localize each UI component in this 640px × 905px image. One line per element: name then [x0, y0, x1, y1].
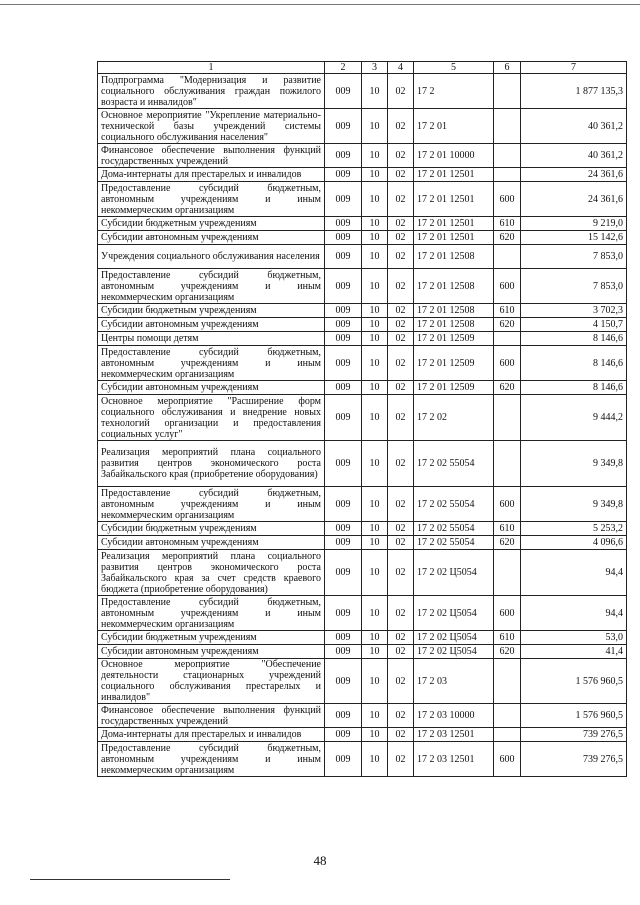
row-csr: 17 2 02 Ц5054: [414, 596, 494, 631]
row-csr: 17 2 02 55054: [414, 441, 494, 487]
bottom-rule: [30, 879, 230, 880]
table-row: [98, 631, 627, 645]
row-pr: 02: [388, 550, 414, 596]
row-csr: 17 2 02 55054: [414, 536, 494, 550]
row-vr: [494, 168, 521, 182]
row-vr: [494, 395, 521, 441]
row-grbs: 009: [325, 381, 362, 395]
col-header-rz: 3: [362, 62, 388, 74]
table-row: [98, 182, 627, 217]
row-csr: 17 2 02 55054: [414, 522, 494, 536]
table-row: [98, 742, 627, 777]
header-row: [98, 62, 627, 74]
row-rz: 10: [362, 441, 388, 487]
table-row: [98, 318, 627, 332]
row-csr: 17 2 02 Ц5054: [414, 550, 494, 596]
row-csr: 17 2 01 12508: [414, 269, 494, 304]
row-name: Субсидии автономным учреждениям: [98, 318, 325, 332]
row-csr: 17 2 01 12508: [414, 304, 494, 318]
row-grbs: 009: [325, 645, 362, 659]
row-name: Реализация мероприятий плана социального развития центров экономического роста Забайкальского края за счет средств краевого бюджета (приобретение оборудования): [98, 550, 325, 596]
row-vr: [494, 704, 521, 728]
row-pr: 02: [388, 645, 414, 659]
row-rz: 10: [362, 245, 388, 269]
row-vr: 600: [494, 742, 521, 777]
table-row: [98, 109, 627, 144]
row-vr: 610: [494, 217, 521, 231]
budget-table: [97, 61, 627, 777]
row-grbs: 009: [325, 318, 362, 332]
row-csr: 17 2: [414, 74, 494, 109]
row-name: Субсидии автономным учреждениям: [98, 536, 325, 550]
row-csr: 17 2 01 10000: [414, 144, 494, 168]
row-pr: 02: [388, 245, 414, 269]
row-sum: 24 361,6: [521, 168, 627, 182]
row-pr: 02: [388, 596, 414, 631]
row-name: Дома-интернаты для престарелых и инвалидов: [98, 728, 325, 742]
row-name: Субсидии автономным учреждениям: [98, 381, 325, 395]
row-csr: 17 2 02: [414, 395, 494, 441]
row-sum: 41,4: [521, 645, 627, 659]
row-pr: 02: [388, 182, 414, 217]
row-vr: 620: [494, 645, 521, 659]
table-row: [98, 144, 627, 168]
row-sum: 7 853,0: [521, 269, 627, 304]
table-row: [98, 304, 627, 318]
row-vr: 620: [494, 381, 521, 395]
row-vr: 610: [494, 631, 521, 645]
row-csr: 17 2 02 Ц5054: [414, 645, 494, 659]
row-pr: 02: [388, 381, 414, 395]
row-grbs: 009: [325, 304, 362, 318]
row-rz: 10: [362, 596, 388, 631]
row-vr: 610: [494, 522, 521, 536]
row-sum: 7 853,0: [521, 245, 627, 269]
table-row: [98, 74, 627, 109]
row-rz: 10: [362, 742, 388, 777]
row-sum: 24 361,6: [521, 182, 627, 217]
row-sum: 1 576 960,5: [521, 704, 627, 728]
row-vr: 600: [494, 487, 521, 522]
row-sum: 739 276,5: [521, 728, 627, 742]
row-csr: 17 2 01: [414, 109, 494, 144]
row-csr: 17 2 01 12509: [414, 332, 494, 346]
row-name: Реализация мероприятий плана социального развития центров экономического роста Забайкальского края (приобретение оборудования): [98, 441, 325, 487]
row-pr: 02: [388, 346, 414, 381]
row-rz: 10: [362, 631, 388, 645]
row-grbs: 009: [325, 659, 362, 704]
row-sum: 5 253,2: [521, 522, 627, 536]
row-pr: 02: [388, 231, 414, 245]
row-grbs: 009: [325, 550, 362, 596]
table-row: [98, 217, 627, 231]
row-vr: [494, 550, 521, 596]
row-rz: 10: [362, 704, 388, 728]
table-row: [98, 346, 627, 381]
row-pr: 02: [388, 217, 414, 231]
row-grbs: 009: [325, 704, 362, 728]
row-sum: 8 146,6: [521, 346, 627, 381]
row-grbs: 009: [325, 168, 362, 182]
row-vr: 600: [494, 596, 521, 631]
row-csr: 17 2 01 12508: [414, 318, 494, 332]
col-header-pr: 4: [388, 62, 414, 74]
top-rule: [0, 4, 640, 5]
row-vr: [494, 245, 521, 269]
row-sum: 53,0: [521, 631, 627, 645]
row-grbs: 009: [325, 217, 362, 231]
row-sum: 8 146,6: [521, 332, 627, 346]
table-row: [98, 332, 627, 346]
col-header-vr: 6: [494, 62, 521, 74]
row-rz: 10: [362, 332, 388, 346]
row-sum: 8 146,6: [521, 381, 627, 395]
row-csr: 17 2 01 12509: [414, 381, 494, 395]
row-vr: 620: [494, 318, 521, 332]
col-header-sum: 7: [521, 62, 627, 74]
col-header-name: 1: [98, 62, 325, 74]
row-grbs: 009: [325, 441, 362, 487]
row-csr: 17 2 03 10000: [414, 704, 494, 728]
row-pr: 02: [388, 269, 414, 304]
row-name: Предоставление субсидий бюджетным, автономным учреждениям и иным некоммерческим организациям: [98, 596, 325, 631]
row-vr: 600: [494, 269, 521, 304]
row-name: Основное мероприятие "Обеспечение деятельности стационарных учреждений социального обслуживания престарелых и инвалидов": [98, 659, 325, 704]
row-grbs: 009: [325, 728, 362, 742]
row-rz: 10: [362, 346, 388, 381]
row-sum: 9 349,8: [521, 441, 627, 487]
row-name: Финансовое обеспечение выполнения функций государственных учреждений: [98, 144, 325, 168]
row-name: Центры помощи детям: [98, 332, 325, 346]
row-rz: 10: [362, 318, 388, 332]
row-sum: 15 142,6: [521, 231, 627, 245]
table-row: [98, 659, 627, 704]
row-name: Подпрограмма "Модернизация и развитие социального обслуживания граждан пожилого возраста и инвалидов": [98, 74, 325, 109]
row-grbs: 009: [325, 596, 362, 631]
row-csr: 17 2 02 55054: [414, 487, 494, 522]
row-name: Предоставление субсидий бюджетным, автономным учреждениям и иным некоммерческим организациям: [98, 182, 325, 217]
row-sum: 4 096,6: [521, 536, 627, 550]
row-vr: 600: [494, 182, 521, 217]
row-vr: 610: [494, 304, 521, 318]
table-row: [98, 395, 627, 441]
row-csr: 17 2 03 12501: [414, 742, 494, 777]
row-pr: 02: [388, 395, 414, 441]
table-row: [98, 550, 627, 596]
row-sum: 1 877 135,3: [521, 74, 627, 109]
row-pr: 02: [388, 742, 414, 777]
table-row: [98, 522, 627, 536]
row-rz: 10: [362, 269, 388, 304]
row-pr: 02: [388, 109, 414, 144]
row-sum: 9 219,0: [521, 217, 627, 231]
table-row: [98, 536, 627, 550]
row-grbs: 009: [325, 269, 362, 304]
row-sum: 739 276,5: [521, 742, 627, 777]
page-number: 48: [313, 853, 327, 868]
row-pr: 02: [388, 536, 414, 550]
row-csr: 17 2 02 Ц5054: [414, 631, 494, 645]
row-csr: 17 2 03 12501: [414, 728, 494, 742]
row-rz: 10: [362, 381, 388, 395]
row-vr: [494, 144, 521, 168]
row-sum: 4 150,7: [521, 318, 627, 332]
row-rz: 10: [362, 144, 388, 168]
row-name: Субсидии бюджетным учреждениям: [98, 217, 325, 231]
row-rz: 10: [362, 109, 388, 144]
row-rz: 10: [362, 395, 388, 441]
table-row: [98, 487, 627, 522]
row-sum: 3 702,3: [521, 304, 627, 318]
table-row: [98, 381, 627, 395]
row-csr: 17 2 01 12501: [414, 217, 494, 231]
row-pr: 02: [388, 728, 414, 742]
row-name: Субсидии автономным учреждениям: [98, 645, 325, 659]
row-sum: 9 349,8: [521, 487, 627, 522]
row-name: Финансовое обеспечение выполнения функций государственных учреждений: [98, 704, 325, 728]
table-row: [98, 231, 627, 245]
row-sum: 1 576 960,5: [521, 659, 627, 704]
table-row: [98, 441, 627, 487]
row-vr: 620: [494, 231, 521, 245]
row-name: Предоставление субсидий бюджетным, автономным учреждениям и иным некоммерческим организациям: [98, 487, 325, 522]
row-vr: [494, 332, 521, 346]
row-name: Субсидии бюджетным учреждениям: [98, 631, 325, 645]
row-name: Предоставление субсидий бюджетным, автономным учреждениям и иным некоммерческим организациям: [98, 742, 325, 777]
row-pr: 02: [388, 659, 414, 704]
row-sum: 94,4: [521, 550, 627, 596]
row-name: Субсидии автономным учреждениям: [98, 231, 325, 245]
row-pr: 02: [388, 441, 414, 487]
row-rz: 10: [362, 231, 388, 245]
row-rz: 10: [362, 217, 388, 231]
row-rz: 10: [362, 645, 388, 659]
row-pr: 02: [388, 522, 414, 536]
row-pr: 02: [388, 704, 414, 728]
row-sum: 9 444,2: [521, 395, 627, 441]
row-pr: 02: [388, 144, 414, 168]
row-csr: 17 2 01 12508: [414, 245, 494, 269]
row-rz: 10: [362, 522, 388, 536]
row-name: Предоставление субсидий бюджетным, автономным учреждениям и иным некоммерческим организациям: [98, 269, 325, 304]
row-sum: 40 361,2: [521, 109, 627, 144]
row-grbs: 009: [325, 74, 362, 109]
row-name: Основное мероприятие "Расширение форм социального обслуживания и внедрение новых технологий организации и предоставления социальных услуг": [98, 395, 325, 441]
table-row: [98, 168, 627, 182]
row-grbs: 009: [325, 332, 362, 346]
row-pr: 02: [388, 304, 414, 318]
row-grbs: 009: [325, 536, 362, 550]
row-grbs: 009: [325, 144, 362, 168]
row-name: Основное мероприятие "Укрепление материально-технической базы учреждений системы социального обслуживания населения": [98, 109, 325, 144]
row-csr: 17 2 01 12509: [414, 346, 494, 381]
row-rz: 10: [362, 168, 388, 182]
row-rz: 10: [362, 550, 388, 596]
row-name: Субсидии бюджетным учреждениям: [98, 304, 325, 318]
col-header-grbs: 2: [325, 62, 362, 74]
row-grbs: 009: [325, 522, 362, 536]
row-pr: 02: [388, 631, 414, 645]
row-rz: 10: [362, 182, 388, 217]
row-vr: [494, 109, 521, 144]
row-csr: 17 2 01 12501: [414, 231, 494, 245]
row-rz: 10: [362, 659, 388, 704]
table-row: [98, 596, 627, 631]
row-grbs: 009: [325, 631, 362, 645]
row-rz: 10: [362, 74, 388, 109]
row-rz: 10: [362, 536, 388, 550]
row-grbs: 009: [325, 245, 362, 269]
row-grbs: 009: [325, 487, 362, 522]
row-pr: 02: [388, 487, 414, 522]
table-row: [98, 728, 627, 742]
row-pr: 02: [388, 332, 414, 346]
row-vr: [494, 728, 521, 742]
row-name: Дома-интернаты для престарелых и инвалидов: [98, 168, 325, 182]
table-row: [98, 245, 627, 269]
row-grbs: 009: [325, 742, 362, 777]
row-vr: [494, 441, 521, 487]
row-pr: 02: [388, 74, 414, 109]
row-rz: 10: [362, 487, 388, 522]
row-name: Учреждения социального обслуживания населения: [98, 245, 325, 269]
row-vr: 600: [494, 346, 521, 381]
row-name: Субсидии бюджетным учреждениям: [98, 522, 325, 536]
table-row: [98, 645, 627, 659]
row-name: Предоставление субсидий бюджетным, автономным учреждениям и иным некоммерческим организациям: [98, 346, 325, 381]
row-grbs: 009: [325, 231, 362, 245]
table-row: [98, 269, 627, 304]
col-header-csr: 5: [414, 62, 494, 74]
row-grbs: 009: [325, 109, 362, 144]
row-csr: 17 2 01 12501: [414, 168, 494, 182]
row-rz: 10: [362, 304, 388, 318]
row-csr: 17 2 01 12501: [414, 182, 494, 217]
row-grbs: 009: [325, 346, 362, 381]
row-grbs: 009: [325, 182, 362, 217]
row-pr: 02: [388, 168, 414, 182]
row-vr: [494, 659, 521, 704]
row-pr: 02: [388, 318, 414, 332]
row-sum: 94,4: [521, 596, 627, 631]
row-rz: 10: [362, 728, 388, 742]
row-grbs: 009: [325, 395, 362, 441]
row-sum: 40 361,2: [521, 144, 627, 168]
row-csr: 17 2 03: [414, 659, 494, 704]
row-vr: 620: [494, 536, 521, 550]
table-row: [98, 704, 627, 728]
row-vr: [494, 74, 521, 109]
